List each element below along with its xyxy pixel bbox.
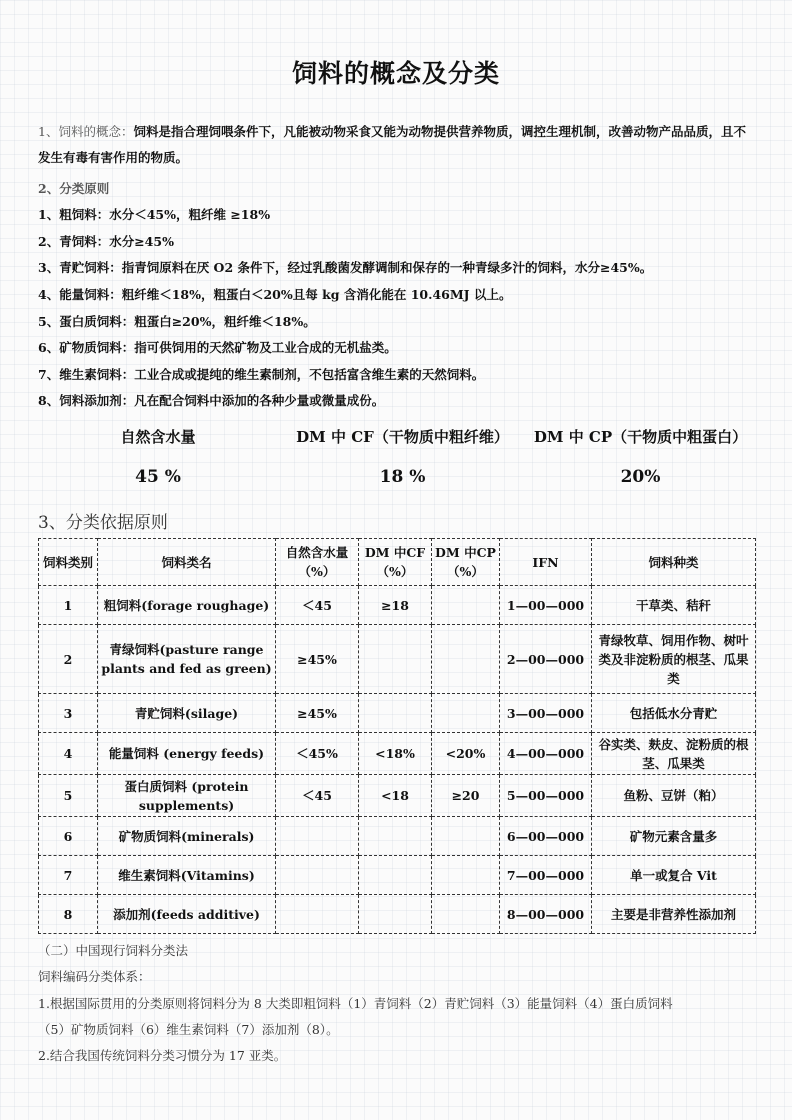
table-cell: 6—00—000 <box>500 817 592 856</box>
table-cell: <18 <box>359 775 432 817</box>
table-cell: 7 <box>39 856 98 895</box>
table-cell: 4—00—000 <box>500 733 592 775</box>
table-cell: <20% <box>432 733 500 775</box>
principle-item: 6、矿物质饲料：指可供饲用的天然矿物及工业合成的无机盐类。 <box>38 340 397 355</box>
table-cell <box>432 694 500 733</box>
table-header: IFN <box>500 539 592 586</box>
table-cell: 单一或复合 Vit <box>592 856 756 895</box>
table-cell: ＜45 <box>276 775 359 817</box>
key-header-cf: DM 中 CF（干物质中粗纤维） <box>296 428 509 446</box>
principle-item: 8、饲料添加剂：凡在配合饲料中添加的各种少量或微量成份。 <box>38 393 385 408</box>
table-cell <box>432 817 500 856</box>
footer-line-1b: （5）矿物质饲料（6）维生素饲料（7）添加剂（8）。 <box>38 1022 339 1037</box>
table-cell: 5—00—000 <box>500 775 592 817</box>
footer-line-1: 1.根据国际贯用的分类原则将饲料分为 8 大类即粗饲料（1）青饲料（2）青贮饲料（3）能量饲料（4）蛋白质饲料 <box>38 996 673 1011</box>
table-cell: 粗饲料(forage roughage) <box>98 586 276 625</box>
table-cell: 3—00—000 <box>500 694 592 733</box>
table-row <box>39 694 756 733</box>
table-cell: 包括低水分青贮 <box>592 694 756 733</box>
table-cell: ≥45% <box>276 625 359 694</box>
table-cell <box>432 856 500 895</box>
key-value-cp: 20% <box>620 467 661 487</box>
page-title: 饲料的概念及分类 <box>291 59 500 88</box>
table-cell <box>359 895 432 934</box>
table-cell <box>432 586 500 625</box>
table-cell: 7—00—000 <box>500 856 592 895</box>
principle-item: 5、蛋白质饲料：粗蛋白≥20%，粗纤维＜18%。 <box>38 314 316 329</box>
table-cell: 矿物质饲料(minerals) <box>98 817 276 856</box>
table-cell <box>276 856 359 895</box>
table-header: 饲料种类 <box>592 539 756 586</box>
table-cell: 能量饲料 (energy feeds) <box>98 733 276 775</box>
table-cell: ＜45% <box>276 733 359 775</box>
principle-item: 4、能量饲料：粗纤维＜18%，粗蛋白＜20%且每 kg 含消化能在 10.46MJ 以上。 <box>38 287 512 302</box>
table-cell: ＜45 <box>276 586 359 625</box>
table-header: 饲料类名 <box>98 539 276 586</box>
table-cell <box>276 817 359 856</box>
concept-text: 饲料是指合理饲喂条件下，凡能被动物采食又能为动物提供营养物质，调控生理机制，改善动物产品品质，且不发生有毒有害作用的物质。 <box>38 124 746 165</box>
table-cell <box>432 625 500 694</box>
table-cell: 2—00—000 <box>500 625 592 694</box>
table-header: DM 中CF（%） <box>359 539 432 586</box>
concept-label: 1、饲料的概念： <box>38 124 134 139</box>
table-cell: 4 <box>39 733 98 775</box>
table-cell <box>276 895 359 934</box>
table-row <box>39 625 756 694</box>
table-cell: 1—00—000 <box>500 586 592 625</box>
table-cell <box>359 625 432 694</box>
table-cell <box>359 817 432 856</box>
table-cell: 干草类、秸秆 <box>592 586 756 625</box>
concept-paragraph <box>38 119 758 171</box>
key-value-water: 45 % <box>135 467 181 487</box>
table-cell <box>359 856 432 895</box>
table-cell: 8 <box>39 895 98 934</box>
table-header-row <box>39 539 756 586</box>
table-cell: 主要是非营养性添加剂 <box>592 895 756 934</box>
table-cell: 维生素饲料(Vitamins) <box>98 856 276 895</box>
section3-heading: 3、分类依据原则 <box>38 513 168 533</box>
table-cell: 3 <box>39 694 98 733</box>
table-cell: 2 <box>39 625 98 694</box>
footer-heading: （二）中国现行饲料分类法 <box>38 943 189 958</box>
table-header: DM 中CP（%） <box>432 539 500 586</box>
table-cell <box>359 694 432 733</box>
table-row <box>39 586 756 625</box>
table-cell: <18% <box>359 733 432 775</box>
classification-table <box>38 538 756 934</box>
table-cell: 青绿牧草、饲用作物、树叶类及非淀粉质的根茎、瓜果类 <box>592 625 756 694</box>
table-cell: 6 <box>39 817 98 856</box>
table-cell: ≥20 <box>432 775 500 817</box>
table-cell: 鱼粉、豆饼（粕） <box>592 775 756 817</box>
table-row <box>39 733 756 775</box>
table-cell: 1 <box>39 586 98 625</box>
table-row <box>39 817 756 856</box>
table-cell: 蛋白质饲料 (protein supplements) <box>98 775 276 817</box>
principle-heading: 2、分类原则 <box>38 181 110 196</box>
principle-item: 1、粗饲料：水分＜45%，粗纤维 ≥18% <box>38 207 271 222</box>
table-cell: 添加剂(feeds additive) <box>98 895 276 934</box>
table-cell: 谷实类、麸皮、淀粉质的根茎、瓜果类 <box>592 733 756 775</box>
table-header: 自然含水量（%） <box>276 539 359 586</box>
table-cell: 矿物元素含量多 <box>592 817 756 856</box>
principle-item: 7、维生素饲料：工业合成或提纯的维生素制剂，不包括富含维生素的天然饲料。 <box>38 367 485 382</box>
principle-item: 2、青饲料：水分≥45% <box>38 234 174 249</box>
table-row <box>39 856 756 895</box>
table-header: 饲料类别 <box>39 539 98 586</box>
table-cell: 5 <box>39 775 98 817</box>
footer-system-label: 饲料编码分类体系： <box>38 969 151 984</box>
footer-line-2: 2.结合我国传统饲料分类习惯分为 17 亚类。 <box>38 1048 287 1063</box>
key-value-cf: 18 % <box>379 467 426 487</box>
table-cell: ≥18 <box>359 586 432 625</box>
table-cell: 青绿饲料(pasture range plants and fed as green) <box>98 625 276 694</box>
table-cell: 8—00—000 <box>500 895 592 934</box>
table-cell: 青贮饲料(silage) <box>98 694 276 733</box>
table-row <box>39 775 756 817</box>
principle-item: 3、青贮饲料：指青饲原料在厌 O2 条件下，经过乳酸菌发酵调制和保存的一种青绿多汁的饲料，水分≥45%。 <box>38 260 653 275</box>
key-header-cp: DM 中 CP（干物质中粗蛋白） <box>533 428 748 446</box>
table-cell <box>432 895 500 934</box>
table-row <box>39 895 756 934</box>
table-cell: ≥45% <box>276 694 359 733</box>
key-header-water: 自然含水量 <box>120 428 196 446</box>
